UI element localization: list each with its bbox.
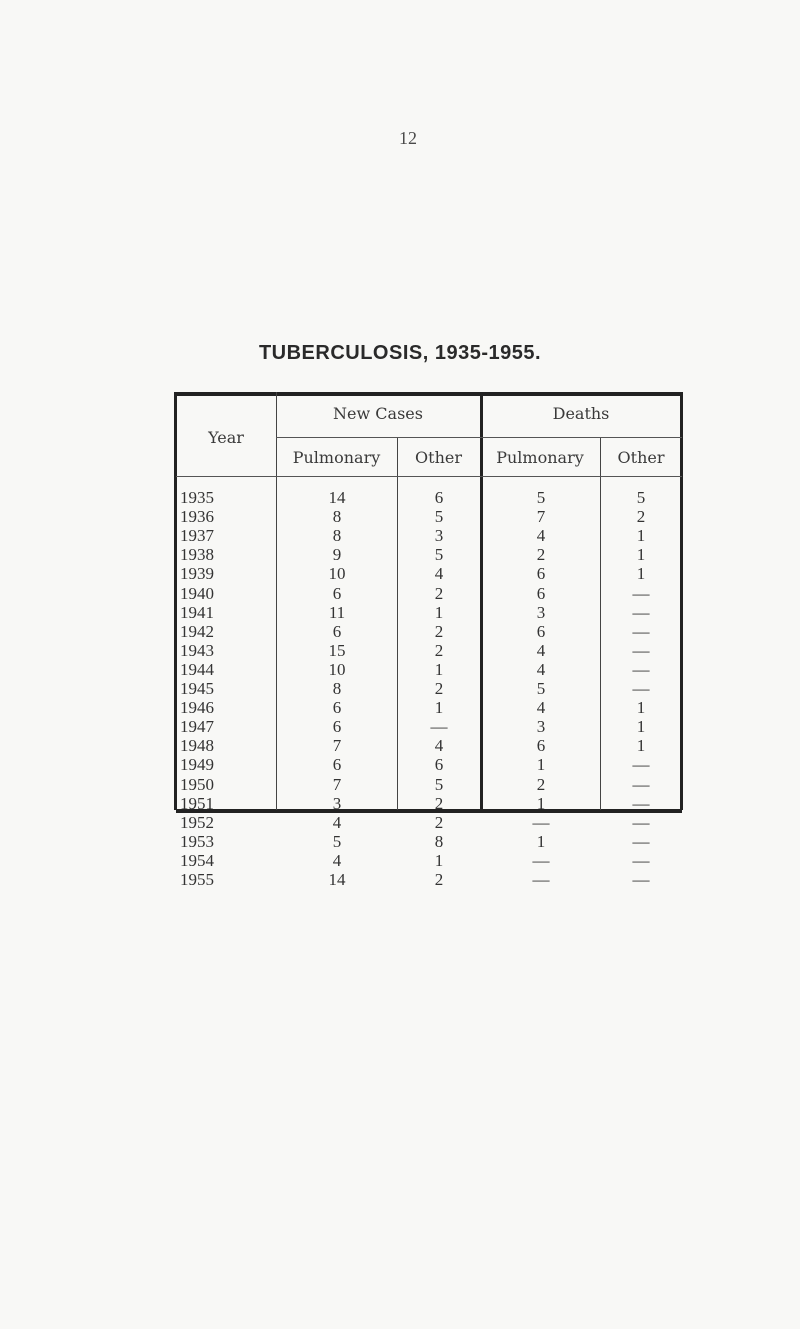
new-pulmonary-cell: 6 — [332, 698, 342, 718]
table-title: TUBERCULOSIS, 1935-1955. — [258, 342, 542, 364]
new-pulmonary-cell: 6 — [332, 717, 342, 737]
death-pulmonary-cell: 1 — [536, 793, 546, 813]
new-other-cell: 3 — [434, 526, 444, 546]
table-row — [176, 679, 682, 698]
new-other-cell: 4 — [434, 736, 444, 756]
death-other-cell: — — [632, 850, 650, 870]
header-new-cases: New Cases — [333, 404, 423, 423]
table-row — [176, 832, 682, 851]
year-cell: 1944 — [180, 659, 214, 679]
year-cell: 1951 — [180, 793, 214, 813]
new-other-cell: 5 — [434, 774, 444, 794]
death-pulmonary-cell: 7 — [536, 507, 546, 527]
death-pulmonary-cell: 1 — [536, 755, 546, 775]
new-other-cell: 1 — [434, 850, 444, 870]
death-pulmonary-cell: 5 — [536, 488, 546, 507]
death-pulmonary-cell: 4 — [536, 640, 546, 660]
year-cell: 1947 — [180, 717, 214, 737]
new-pulmonary-cell: 7 — [332, 736, 342, 756]
table-row — [176, 507, 682, 526]
new-pulmonary-cell: 6 — [332, 583, 342, 603]
year-cell: 1943 — [180, 640, 214, 660]
death-other-cell: — — [632, 755, 650, 775]
new-other-cell: 8 — [434, 831, 444, 851]
death-pulmonary-cell: 4 — [536, 698, 546, 718]
table-row — [176, 622, 682, 641]
new-pulmonary-cell: 8 — [332, 526, 342, 546]
death-other-cell: 1 — [636, 698, 646, 718]
new-pulmonary-cell: 14 — [328, 870, 346, 889]
new-pulmonary-cell: 11 — [328, 602, 346, 622]
year-cell: 1945 — [180, 679, 214, 698]
header-death-pulmonary: Pulmonary — [496, 448, 584, 467]
new-other-cell: — — [430, 717, 448, 737]
death-other-cell: — — [632, 831, 650, 851]
header-year: Year — [208, 428, 244, 447]
new-pulmonary-cell: 9 — [332, 545, 342, 565]
death-other-cell: — — [632, 812, 650, 832]
new-other-cell: 6 — [434, 755, 444, 775]
table-row — [176, 794, 682, 813]
death-other-cell: — — [632, 679, 650, 698]
tuberculosis-table — [176, 392, 682, 889]
death-pulmonary-cell: 5 — [536, 679, 546, 698]
death-pulmonary-cell: 6 — [536, 736, 546, 756]
new-pulmonary-cell: 8 — [332, 507, 342, 527]
table-row — [176, 717, 682, 736]
new-pulmonary-cell: 6 — [332, 621, 342, 641]
death-other-cell: — — [632, 774, 650, 794]
new-pulmonary-cell: 10 — [328, 659, 346, 679]
year-cell: 1937 — [180, 526, 214, 546]
death-pulmonary-cell: 3 — [536, 602, 546, 622]
table-row — [176, 736, 682, 755]
table-row — [176, 584, 682, 603]
year-cell: 1955 — [180, 870, 214, 889]
death-other-cell: — — [632, 602, 650, 622]
table-row — [176, 545, 682, 564]
new-other-cell: 1 — [434, 659, 444, 679]
death-other-cell: — — [632, 621, 650, 641]
year-cell: 1936 — [180, 507, 214, 527]
new-other-cell: 2 — [434, 583, 444, 603]
subheader-rule — [276, 437, 682, 438]
new-other-cell: 1 — [434, 602, 444, 622]
year-cell: 1950 — [180, 774, 214, 794]
death-pulmonary-cell: 6 — [536, 564, 546, 584]
death-other-cell: 1 — [636, 526, 646, 546]
table-row — [176, 755, 682, 774]
death-pulmonary-cell: 4 — [536, 659, 546, 679]
death-pulmonary-cell: 3 — [536, 717, 546, 737]
new-other-cell: 2 — [434, 870, 444, 889]
new-pulmonary-cell: 4 — [332, 812, 342, 832]
year-cell: 1949 — [180, 755, 214, 775]
death-pulmonary-cell: 4 — [536, 526, 546, 546]
table-row — [176, 564, 682, 583]
page-number: 12 — [399, 128, 417, 148]
table-row — [176, 641, 682, 660]
death-pulmonary-cell: 6 — [536, 621, 546, 641]
new-other-cell: 2 — [434, 679, 444, 698]
death-other-cell: — — [632, 870, 650, 889]
new-other-cell: 1 — [434, 698, 444, 718]
year-cell: 1954 — [180, 850, 214, 870]
new-pulmonary-cell: 7 — [332, 774, 342, 794]
new-other-cell: 6 — [434, 488, 444, 507]
new-other-cell: 2 — [434, 621, 444, 641]
death-pulmonary-cell: — — [532, 812, 550, 832]
death-pulmonary-cell: 2 — [536, 774, 546, 794]
new-pulmonary-cell: 6 — [332, 755, 342, 775]
year-cell: 1938 — [180, 545, 214, 565]
death-other-cell: 5 — [636, 488, 646, 507]
table-row — [176, 813, 682, 832]
table-row — [176, 526, 682, 545]
death-other-cell: 1 — [636, 736, 646, 756]
table-row — [176, 851, 682, 870]
death-pulmonary-cell: 1 — [536, 831, 546, 851]
death-pulmonary-cell: — — [532, 850, 550, 870]
death-other-cell: — — [632, 659, 650, 679]
year-cell: 1935 — [180, 488, 214, 507]
year-cell: 1942 — [180, 621, 214, 641]
table-row — [176, 603, 682, 622]
new-other-cell: 4 — [434, 564, 444, 584]
new-pulmonary-cell: 15 — [328, 640, 346, 660]
death-other-cell: 2 — [636, 507, 646, 527]
table-row — [176, 870, 682, 889]
death-other-cell: 1 — [636, 545, 646, 565]
new-pulmonary-cell: 5 — [332, 831, 342, 851]
new-other-cell: 5 — [434, 507, 444, 527]
table-row — [176, 775, 682, 794]
death-other-cell: — — [632, 793, 650, 813]
death-pulmonary-cell: 2 — [536, 545, 546, 565]
death-other-cell: 1 — [636, 564, 646, 584]
year-cell: 1952 — [180, 812, 214, 832]
top-rule — [176, 392, 682, 396]
death-other-cell: — — [632, 640, 650, 660]
table-row — [176, 488, 682, 507]
table-row — [176, 698, 682, 717]
year-cell: 1941 — [180, 602, 214, 622]
header-bottom-rule — [176, 476, 682, 477]
new-pulmonary-cell: 14 — [328, 488, 346, 507]
new-other-cell: 2 — [434, 640, 444, 660]
new-other-cell: 2 — [434, 812, 444, 832]
new-other-cell: 2 — [434, 793, 444, 813]
year-cell: 1939 — [180, 564, 214, 584]
year-cell: 1948 — [180, 736, 214, 756]
header-new-other: Other — [415, 448, 462, 467]
death-other-cell: 1 — [636, 717, 646, 737]
header-death-other: Other — [617, 448, 665, 467]
death-pulmonary-cell: 6 — [536, 583, 546, 603]
year-cell: 1946 — [180, 698, 214, 718]
header-deaths: Deaths — [552, 404, 610, 423]
death-other-cell: — — [632, 583, 650, 603]
new-pulmonary-cell: 8 — [332, 679, 342, 698]
year-cell: 1953 — [180, 831, 214, 851]
new-pulmonary-cell: 10 — [328, 564, 346, 584]
table-row — [176, 660, 682, 679]
death-pulmonary-cell: — — [532, 870, 550, 889]
new-pulmonary-cell: 3 — [332, 793, 342, 813]
header-new-pulmonary: Pulmonary — [292, 448, 381, 467]
year-cell: 1940 — [180, 583, 214, 603]
new-other-cell: 5 — [434, 545, 444, 565]
new-pulmonary-cell: 4 — [332, 850, 342, 870]
